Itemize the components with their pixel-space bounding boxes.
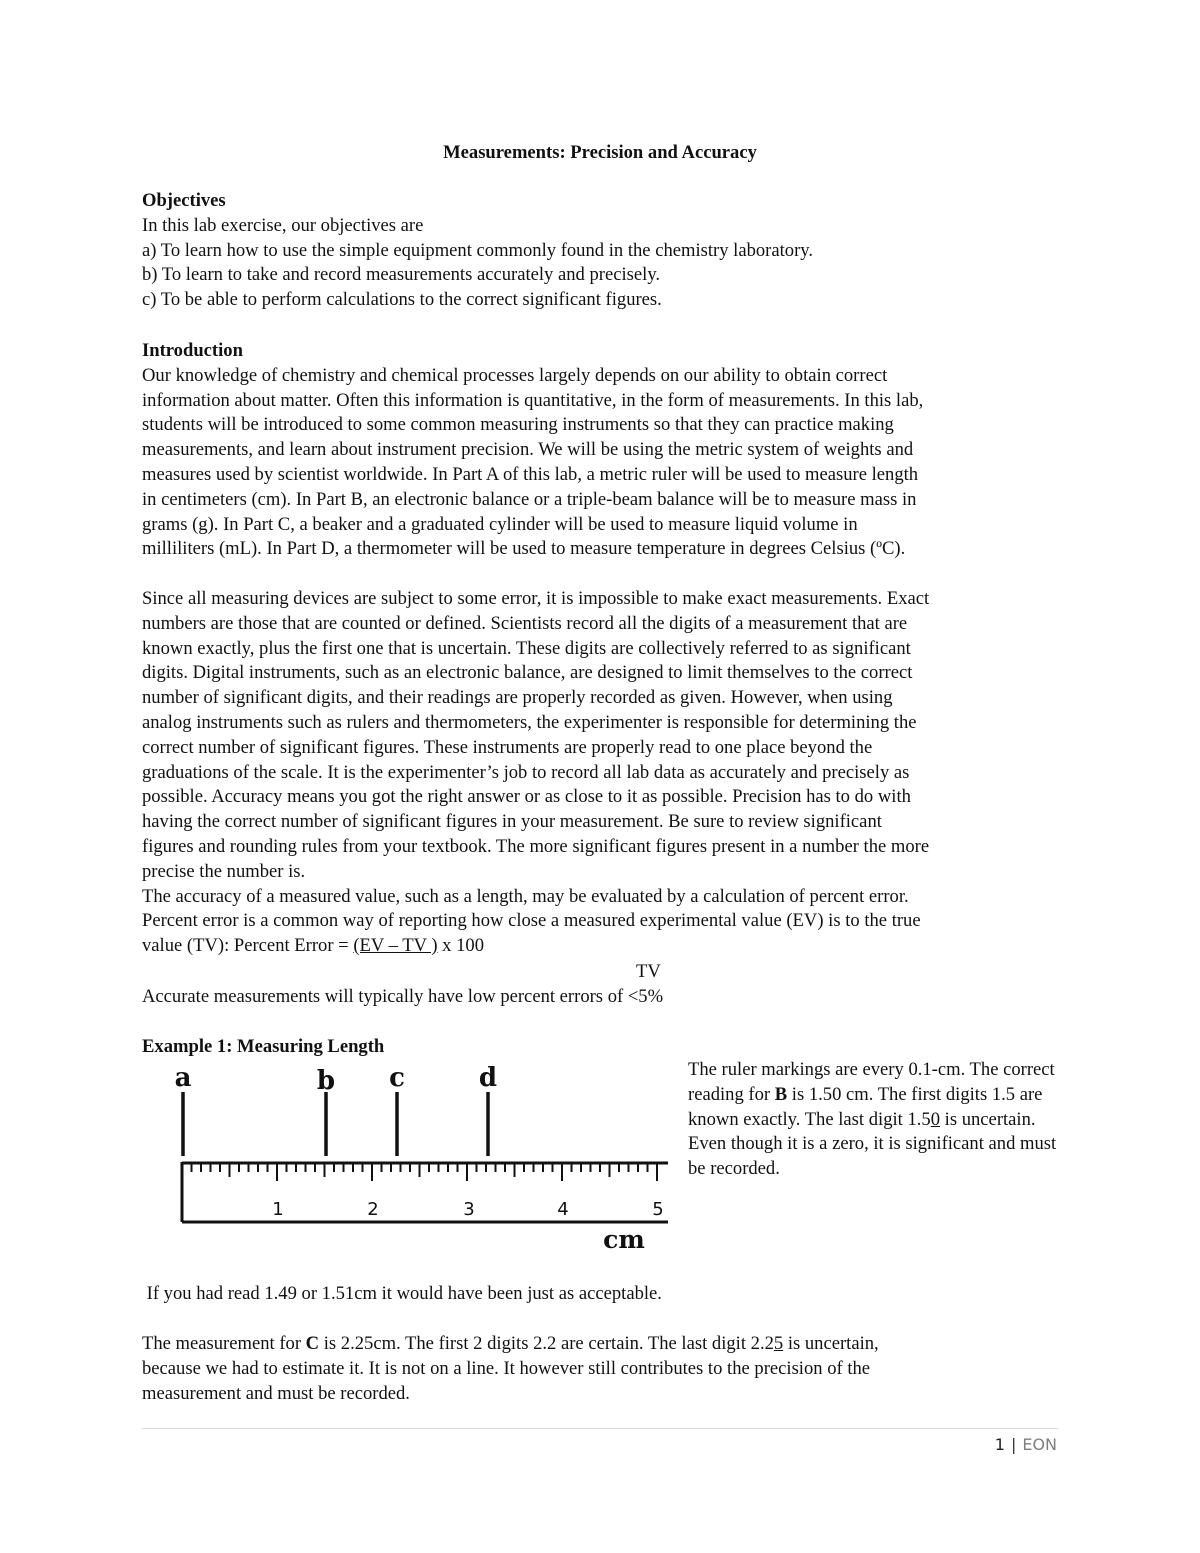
formula-numerator: (EV – TV ) (353, 935, 438, 957)
footer-separator: | (1010, 1435, 1017, 1454)
footer-org: EON (1022, 1435, 1057, 1454)
introduction-heading: Introduction (142, 340, 243, 361)
accuracy-line: Percent error is a common way of reporting how close a measured experimental value (EV) is to the true (142, 910, 921, 932)
intro-paragraph-line: information about matter. Often this information is quantitative, in the form of measurements. In this lab, (142, 389, 924, 411)
accurate-note-block (142, 985, 1062, 1010)
ruler-scale-label: 1 (272, 1199, 284, 1220)
formula-denominator: TV (636, 961, 661, 982)
objective-item: b) To learn to take and record measurements accurately and precisely. (142, 264, 661, 286)
intro-paragraph-line: grams (g). In Part C, a beaker and a graduated cylinder will be used to measure liquid volume in (142, 513, 858, 535)
ruler-explanation-text: is uncertain. Even though it is a zero, it is significant and must be recorded. (688, 1108, 1057, 1180)
errors-paragraph-line: possible. Accuracy means you got the right answer or as close to it as possible. Precision has to do with (142, 786, 911, 808)
marker-label-b: b (316, 1066, 336, 1096)
uncertain-digit: 5 (773, 1333, 784, 1354)
marker-label-d: d (478, 1063, 498, 1093)
ruler-explanation-text: The ruler markings are every 0.1-cm. The correct reading for (688, 1059, 1055, 1105)
footer-divider (142, 1428, 1058, 1429)
measurement-c-line: measurement and must be recorded. (142, 1382, 410, 1404)
acceptable-note-block (142, 1282, 1062, 1307)
ruler-unit-label: cm (603, 1225, 645, 1254)
accurate-note: Accurate measurements will typically have low percent errors of <5% (142, 986, 664, 1007)
objective-item: c) To be able to perform calculations to the correct significant figures. (142, 289, 662, 311)
measurement-c-paragraph (142, 1332, 1062, 1406)
formula-prefix: value (TV): Percent Error = (142, 935, 354, 957)
errors-paragraph-line: Since all measuring devices are subject to some error, it is impossible to make exact measurements. Exact (142, 588, 930, 609)
intro-paragraph-line: Our knowledge of chemistry and chemical processes largely depends on our ability to obtain correct (142, 364, 888, 386)
page-title: Measurements: Precision and Accuracy (443, 142, 757, 163)
introduction-section (142, 339, 1062, 562)
intro-paragraph-line: measures used by scientist worldwide. In Part A of this lab, a metric ruler will be used to measure length (142, 463, 919, 485)
marker-label-c: c (389, 1063, 405, 1093)
ruler-scale-label: 2 (367, 1199, 379, 1220)
example1-heading-block (142, 1035, 1062, 1060)
measurement-c-text: The measurement for (142, 1333, 306, 1354)
errors-paragraph-line: precise the number is. (142, 860, 306, 882)
intro-paragraph-line: measurements, and learn about instrument precision. We will be using the metric system of weights and (142, 439, 914, 461)
measurement-c-text: is uncertain, (783, 1333, 879, 1354)
ruler-explanation-text: is 1.50 cm. The first digits 1.5 are known exactly. The last digit 1.5 (688, 1083, 1043, 1130)
ruler-scale-label: 3 (463, 1199, 475, 1220)
percent-error-formula (142, 934, 1062, 959)
measurement-c-line (142, 1332, 1062, 1357)
objectives-heading: Objectives (142, 190, 226, 211)
ruler-explanation (688, 1058, 1068, 1182)
errors-paragraph-line: analog instruments such as rulers and thermometers, the experimenter is responsible for determining the (142, 711, 917, 733)
measurement-c-bold: C (305, 1333, 320, 1354)
errors-paragraph (142, 587, 1062, 959)
errors-paragraph-line: known exactly, plus the first one that is uncertain. These digits are collectively referred to as significant (142, 637, 911, 659)
errors-paragraph-line: number of significant digits, and their readings are properly recorded as given. However, when using (142, 687, 893, 709)
errors-paragraph-line: graduations of the scale. It is the experimenter’s job to record all lab data as accurately and precisely as (142, 761, 910, 783)
objectives-intro: In this lab exercise, our objectives are (142, 214, 424, 236)
objective-item: a) To learn how to use the simple equipment commonly found in the chemistry laboratory. (142, 239, 814, 261)
measurement-c-text: is 2.25cm. The first 2 digits 2.2 are certain. The last digit 2.2 (319, 1333, 774, 1354)
measurement-c-line: because we had to estimate it. It is not on a line. It however still contributes to the precision of the (142, 1357, 871, 1379)
page-footer (995, 1433, 1057, 1457)
intro-paragraph-line: milliliters (mL). In Part D, a thermometer will be used to measure temperature in degrees Celsius (ºC). (142, 538, 906, 560)
ruler-scale-label: 4 (557, 1199, 569, 1220)
formula-suffix: x 100 (437, 935, 485, 957)
intro-paragraph-line: students will be introduced to some common measuring instruments so that they can practice making (142, 414, 894, 436)
errors-paragraph-line: figures and rounding rules from your textbook. The more significant figures present in a number the more (142, 835, 930, 857)
acceptable-note: If you had read 1.49 or 1.51cm it would have been just as acceptable. (142, 1283, 662, 1304)
ruler-scale-label: 5 (652, 1199, 664, 1220)
example1-heading: Example 1: Measuring Length (142, 1036, 385, 1057)
errors-paragraph-line: numbers are those that are counted or defined. Scientists record all the digits of a measurement that are (142, 612, 908, 634)
ruler-diagram (170, 1062, 680, 1257)
intro-paragraph-line: in centimeters (cm). In Part B, an electronic balance or a triple-beam balance will be to measure mass in (142, 488, 917, 510)
accuracy-line: The accuracy of a measured value, such as a length, may be evaluated by a calculation of percent error. (142, 885, 909, 907)
ruler-explanation-bold: B (774, 1083, 788, 1105)
errors-paragraph-line: digits. Digital instruments, such as an electronic balance, are designed to limit themselves to the correct (142, 662, 913, 684)
errors-paragraph-line: having the correct number of significant figures in your measurement. Be sure to review significant (142, 811, 882, 833)
marker-label-a: a (174, 1063, 192, 1093)
objectives-section (142, 189, 1062, 313)
errors-paragraph-line: correct number of significant figures. These instruments are properly read to one place beyond the (142, 736, 873, 758)
page-number: 1 (994, 1435, 1005, 1454)
uncertain-digit: 0 (930, 1108, 941, 1130)
